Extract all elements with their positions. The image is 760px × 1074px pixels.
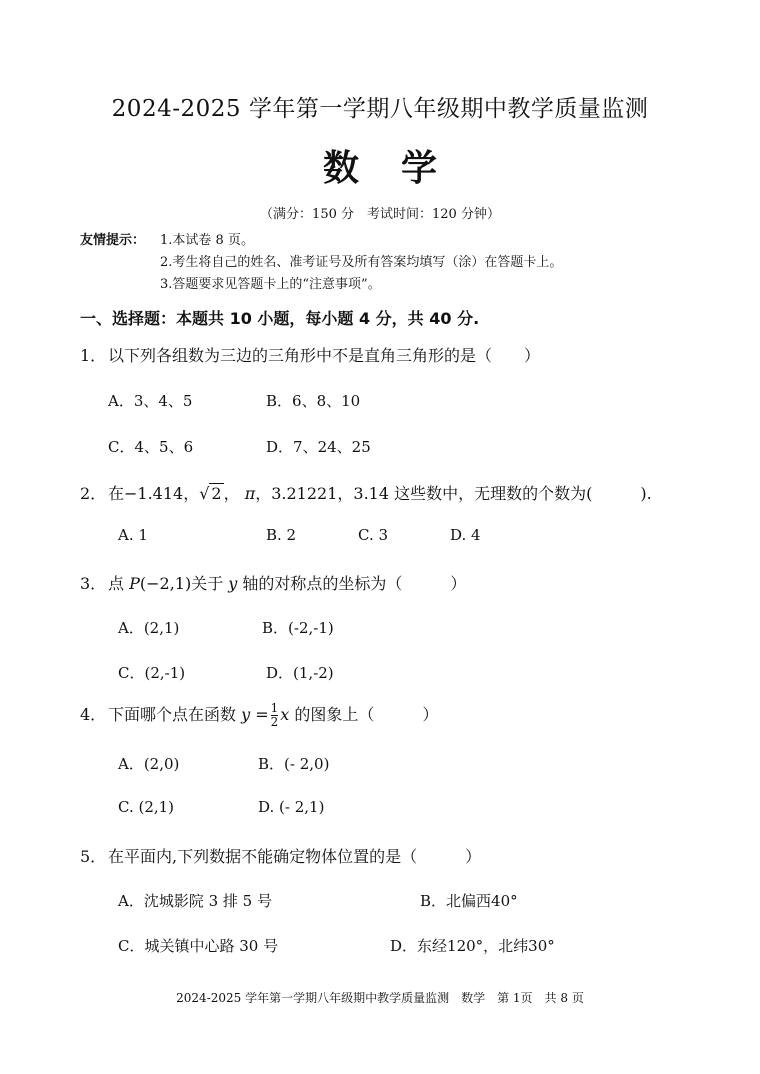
option-c: C．城关镇中心路 30 号	[118, 937, 279, 955]
option-b: B．6、8、10	[266, 392, 361, 410]
question-5	[80, 844, 481, 867]
question-text: 下面哪个点在函数	[108, 705, 242, 724]
question-text: 在−1.414，	[108, 484, 200, 503]
question-1	[80, 343, 540, 366]
option-c: C. (2,1)	[118, 798, 175, 816]
option-d: D．7、24、25	[266, 438, 371, 456]
option-b: B．(-2,-1)	[262, 619, 334, 637]
exam-info: （满分：150 分 考试时间：120 分钟）	[260, 207, 500, 222]
question-3	[80, 571, 466, 594]
pi-symbol: π	[244, 484, 256, 503]
question-number: 3．	[80, 574, 107, 593]
point-name: P	[129, 574, 140, 593]
question-text: 以下列各组数为三边的三角形中不是直角三角形的是（ ）	[108, 346, 541, 365]
question-2	[80, 481, 652, 504]
option-d: D. (- 2,1)	[258, 798, 325, 816]
tips-label: 友情提示：	[80, 233, 146, 248]
function-lhs: y =	[241, 705, 269, 724]
tip-item: 3.答题要求见答题卡上的“注意事项”。	[160, 277, 381, 292]
tip-item: 2.考生将自己的姓名、准考证号及所有答案均填写（涂）在答题卡上。	[160, 255, 563, 270]
option-a: A．3、4、5	[108, 392, 193, 410]
sqrt-symbol: √	[199, 484, 210, 503]
option-d: D．东经120°，北纬30°	[390, 937, 555, 955]
question-number: 5．	[80, 847, 107, 866]
option-a: A. 1	[118, 526, 148, 544]
point-coordinate: (−2,1)	[139, 574, 192, 593]
question-number: 2．	[80, 484, 107, 503]
option-b: B．北偏西40°	[420, 892, 518, 910]
question-number: 4．	[80, 705, 107, 724]
option-b: B. 2	[266, 526, 297, 544]
question-number: 1．	[80, 346, 107, 365]
option-c: C. 3	[358, 526, 389, 544]
tip-item: 1.本试卷 8 页。	[160, 233, 254, 248]
option-a: A．沈城影院 3 排 5 号	[118, 892, 272, 910]
option-a: A．(2,1)	[118, 619, 180, 637]
option-b: B．(- 2,0)	[258, 755, 330, 773]
subject-title: 数学	[322, 147, 479, 189]
fraction-numerator: 1	[270, 701, 279, 715]
question-text: ，	[223, 484, 240, 503]
question-text: 点	[108, 574, 130, 593]
question-text: 的图象上（ ）	[289, 705, 439, 724]
option-c: C．(2,-1)	[118, 664, 186, 682]
question-text: ，3.21221，3.14 这些数中，无理数的个数为( ).	[255, 484, 652, 503]
fraction-denominator: 2	[270, 715, 279, 729]
sqrt-radicand: 2	[211, 484, 222, 503]
question-text: 关于	[191, 574, 229, 593]
page-footer: 2024-2025 学年第一学期八年级期中教学质量监测 数学 第 1页 共 8 页	[176, 991, 584, 1005]
exam-title: 2024-2025 学年第一学期八年级期中教学质量监测	[111, 96, 649, 122]
option-d: D．(1,-2)	[266, 664, 334, 682]
axis-variable: y	[228, 574, 238, 593]
option-d: D. 4	[450, 526, 481, 544]
question-text: 在平面内,下列数据不能确定物体位置的是（ ）	[108, 847, 482, 866]
option-c: C．4、5、6	[108, 438, 194, 456]
section-title: 一、选择题：本题共 10 小题，每小题 4 分，共 40 分.	[80, 309, 480, 328]
function-rhs: x	[280, 705, 290, 724]
question-4	[80, 702, 438, 729]
fraction	[271, 702, 279, 729]
option-a: A．(2,0)	[118, 755, 180, 773]
question-text: 轴的对称点的坐标为（ ）	[237, 574, 467, 593]
